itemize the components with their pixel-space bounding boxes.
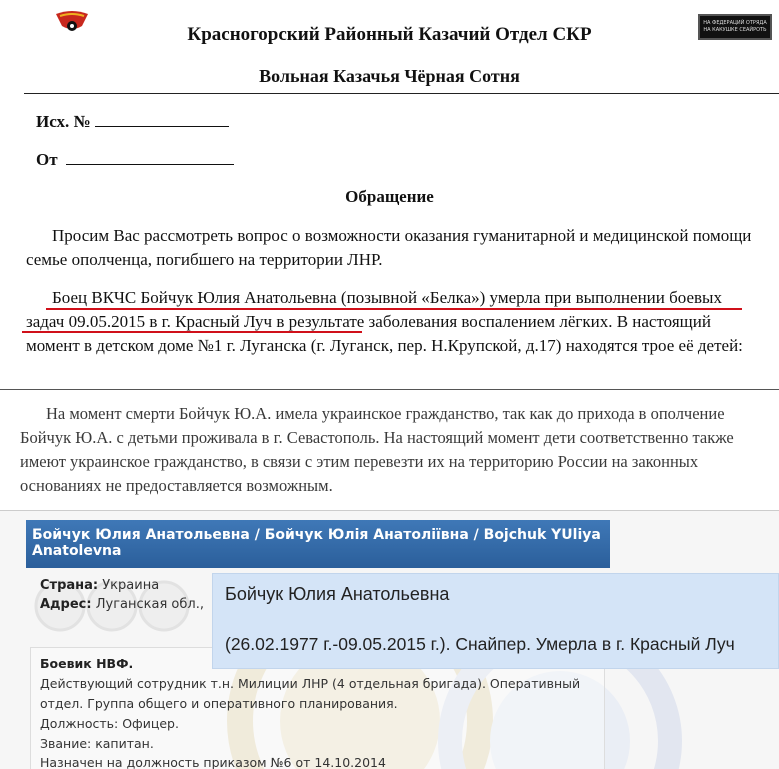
date-from-field [36, 150, 234, 170]
outgoing-number-label: Исх. № [36, 112, 91, 131]
bio-line-2: отдел. Группа общего и оперативного планирования. [40, 696, 398, 711]
appeal-title: Обращение [345, 187, 434, 206]
address-value: Луганская обл., [95, 597, 204, 612]
organization-title: Красногорский Районный Казачий Отдел СКР [187, 24, 592, 45]
bio-line-4: Звание: капитан. [40, 736, 154, 751]
paragraph-citizenship: На момент смерти Бойчук Ю.А. имела украинское гражданство, так как до прихода в ополчение Бойчук Ю.А. с детьми проживала в г. Севастополь. На настоящий момент дети соответственно также имеют украинское гражданство, в связи с этим перевезти их на территорию России на законных основаниях не предоставляется возможным. [20, 404, 734, 495]
date-from-label: От [36, 150, 58, 169]
bio-heading: Боевик НВФ. [40, 656, 134, 671]
address-row [40, 597, 204, 612]
header-divider [24, 93, 779, 94]
blank-line [66, 151, 234, 165]
paragraph-death-notice: Боец ВКЧС Бойчук Юлия Анатольевна (позывной «Белка») умерла при выполнении боевых задач 09.05.2015 в г. Красный Луч в результате заболевания воспалением лёгких. В настоящий момент в детском доме №1 г. Луганска (г. Луганск, пер. Н.Крупской, д.17) находятся трое её детей: [26, 288, 743, 355]
unit-subtitle: Вольная Казачья Чёрная Сотня [259, 66, 520, 86]
country-row [40, 578, 159, 593]
profile-header: Бойчук Юлия Анатольевна / Бойчук Юлія Анатоліївна / Bojchuk YUliya Anatolevna [26, 520, 610, 568]
outgoing-number-field [36, 112, 229, 132]
bio-line-5: Назначен на должность приказом №6 от 14.10.2014 [40, 755, 386, 769]
red-underline-1 [46, 308, 742, 310]
address-label: Адрес: [40, 597, 92, 612]
bio-line-1: Действующий сотрудник т.н. Милиции ЛНР (4 отдельная бригада). Оперативный [40, 676, 581, 691]
country-value: Украина [102, 578, 160, 593]
blank-line [95, 113, 229, 127]
bio-line-3: Должность: Офицер. [40, 716, 179, 731]
name-card [212, 573, 779, 669]
country-label: Страна: [40, 578, 99, 593]
stamp-logo: НА ФЕДЕРАЦИЙ ОТРЯДА НА КАКУШКЕ СЕАЙРОТЬ [698, 14, 772, 40]
card-name: Бойчук Юлия Анатольевна [225, 584, 450, 604]
paragraph-request: Просим Вас рассмотреть вопрос о возможности оказания гуманитарной и медицинской помощи семье ополченца, погибшего на территории ЛНР. [26, 226, 752, 269]
section-divider [0, 389, 779, 390]
red-underline-2 [22, 331, 362, 333]
card-description: (26.02.1977 г.-09.05.2015 г.). Снайпер. Умерла в г. Красный Луч [225, 634, 735, 654]
